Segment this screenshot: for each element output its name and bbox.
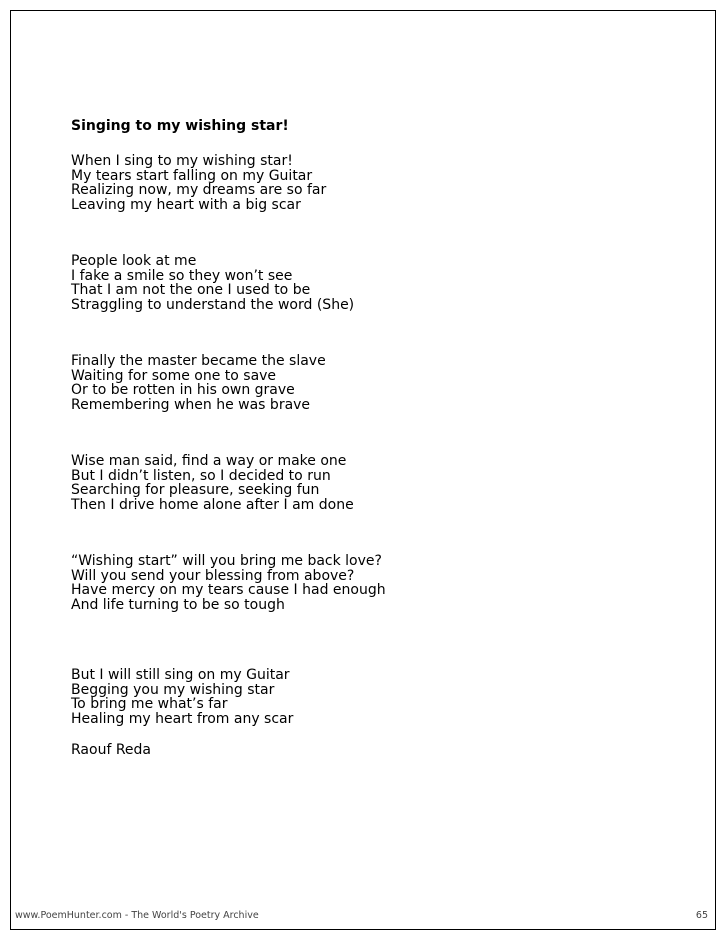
poem-line: Searching for pleasure, seeking fun bbox=[71, 482, 320, 498]
poem-line: Will you send your blessing from above? bbox=[71, 567, 355, 584]
poem-line: My tears start falling on my Guitar bbox=[71, 167, 313, 184]
poem-line: Waiting for some one to save bbox=[71, 367, 277, 384]
page-number: 65 bbox=[695, 910, 708, 921]
poem-line: But I will still sing on my Guitar bbox=[71, 667, 290, 683]
poem-line: Or to be rotten in his own grave bbox=[71, 382, 295, 398]
poem-line: And life turning to be so tough bbox=[71, 596, 285, 613]
stanza-4 bbox=[71, 454, 671, 512]
poem-line: Healing my heart from any scar bbox=[71, 710, 294, 727]
poem-line: Begging you my wishing star bbox=[71, 681, 275, 698]
poem-line: When I sing to my wishing star! bbox=[71, 153, 293, 169]
stanza-3 bbox=[71, 354, 671, 412]
poem-line: To bring me what’s far bbox=[71, 696, 228, 712]
poem-line: Wise man said, find a way or make one bbox=[71, 453, 347, 469]
poem-line: But I didn’t listen, so I decided to run bbox=[71, 467, 331, 484]
poem-line: Straggling to understand the word (She) bbox=[71, 296, 355, 313]
poem-title: Singing to my wishing star! bbox=[71, 118, 289, 134]
poem bbox=[71, 118, 671, 758]
stanza-5 bbox=[71, 554, 671, 612]
poem-line: Have mercy on my tears cause I had enough bbox=[71, 582, 386, 598]
poem-line: “Wishing start” will you bring me back love? bbox=[71, 553, 382, 569]
stanza-2 bbox=[71, 254, 671, 312]
poem-line: Realizing now, my dreams are so far bbox=[71, 182, 327, 198]
poem-line: People look at me bbox=[71, 253, 197, 269]
stanza-1 bbox=[71, 154, 671, 212]
poem-line: Finally the master became the slave bbox=[71, 353, 326, 369]
poem-line: Leaving my heart with a big scar bbox=[71, 196, 301, 213]
poem-line: That I am not the one I used to be bbox=[71, 282, 311, 298]
poem-line: I fake a smile so they won’t see bbox=[71, 267, 293, 284]
poem-author: Raouf Reda bbox=[71, 742, 151, 758]
footer-source: www.PoemHunter.com - The World's Poetry Archive bbox=[15, 910, 259, 921]
poem-line: Then I drive home alone after I am done bbox=[71, 496, 354, 513]
poem-line: Remembering when he was brave bbox=[71, 396, 311, 413]
stanza-6 bbox=[71, 668, 671, 726]
